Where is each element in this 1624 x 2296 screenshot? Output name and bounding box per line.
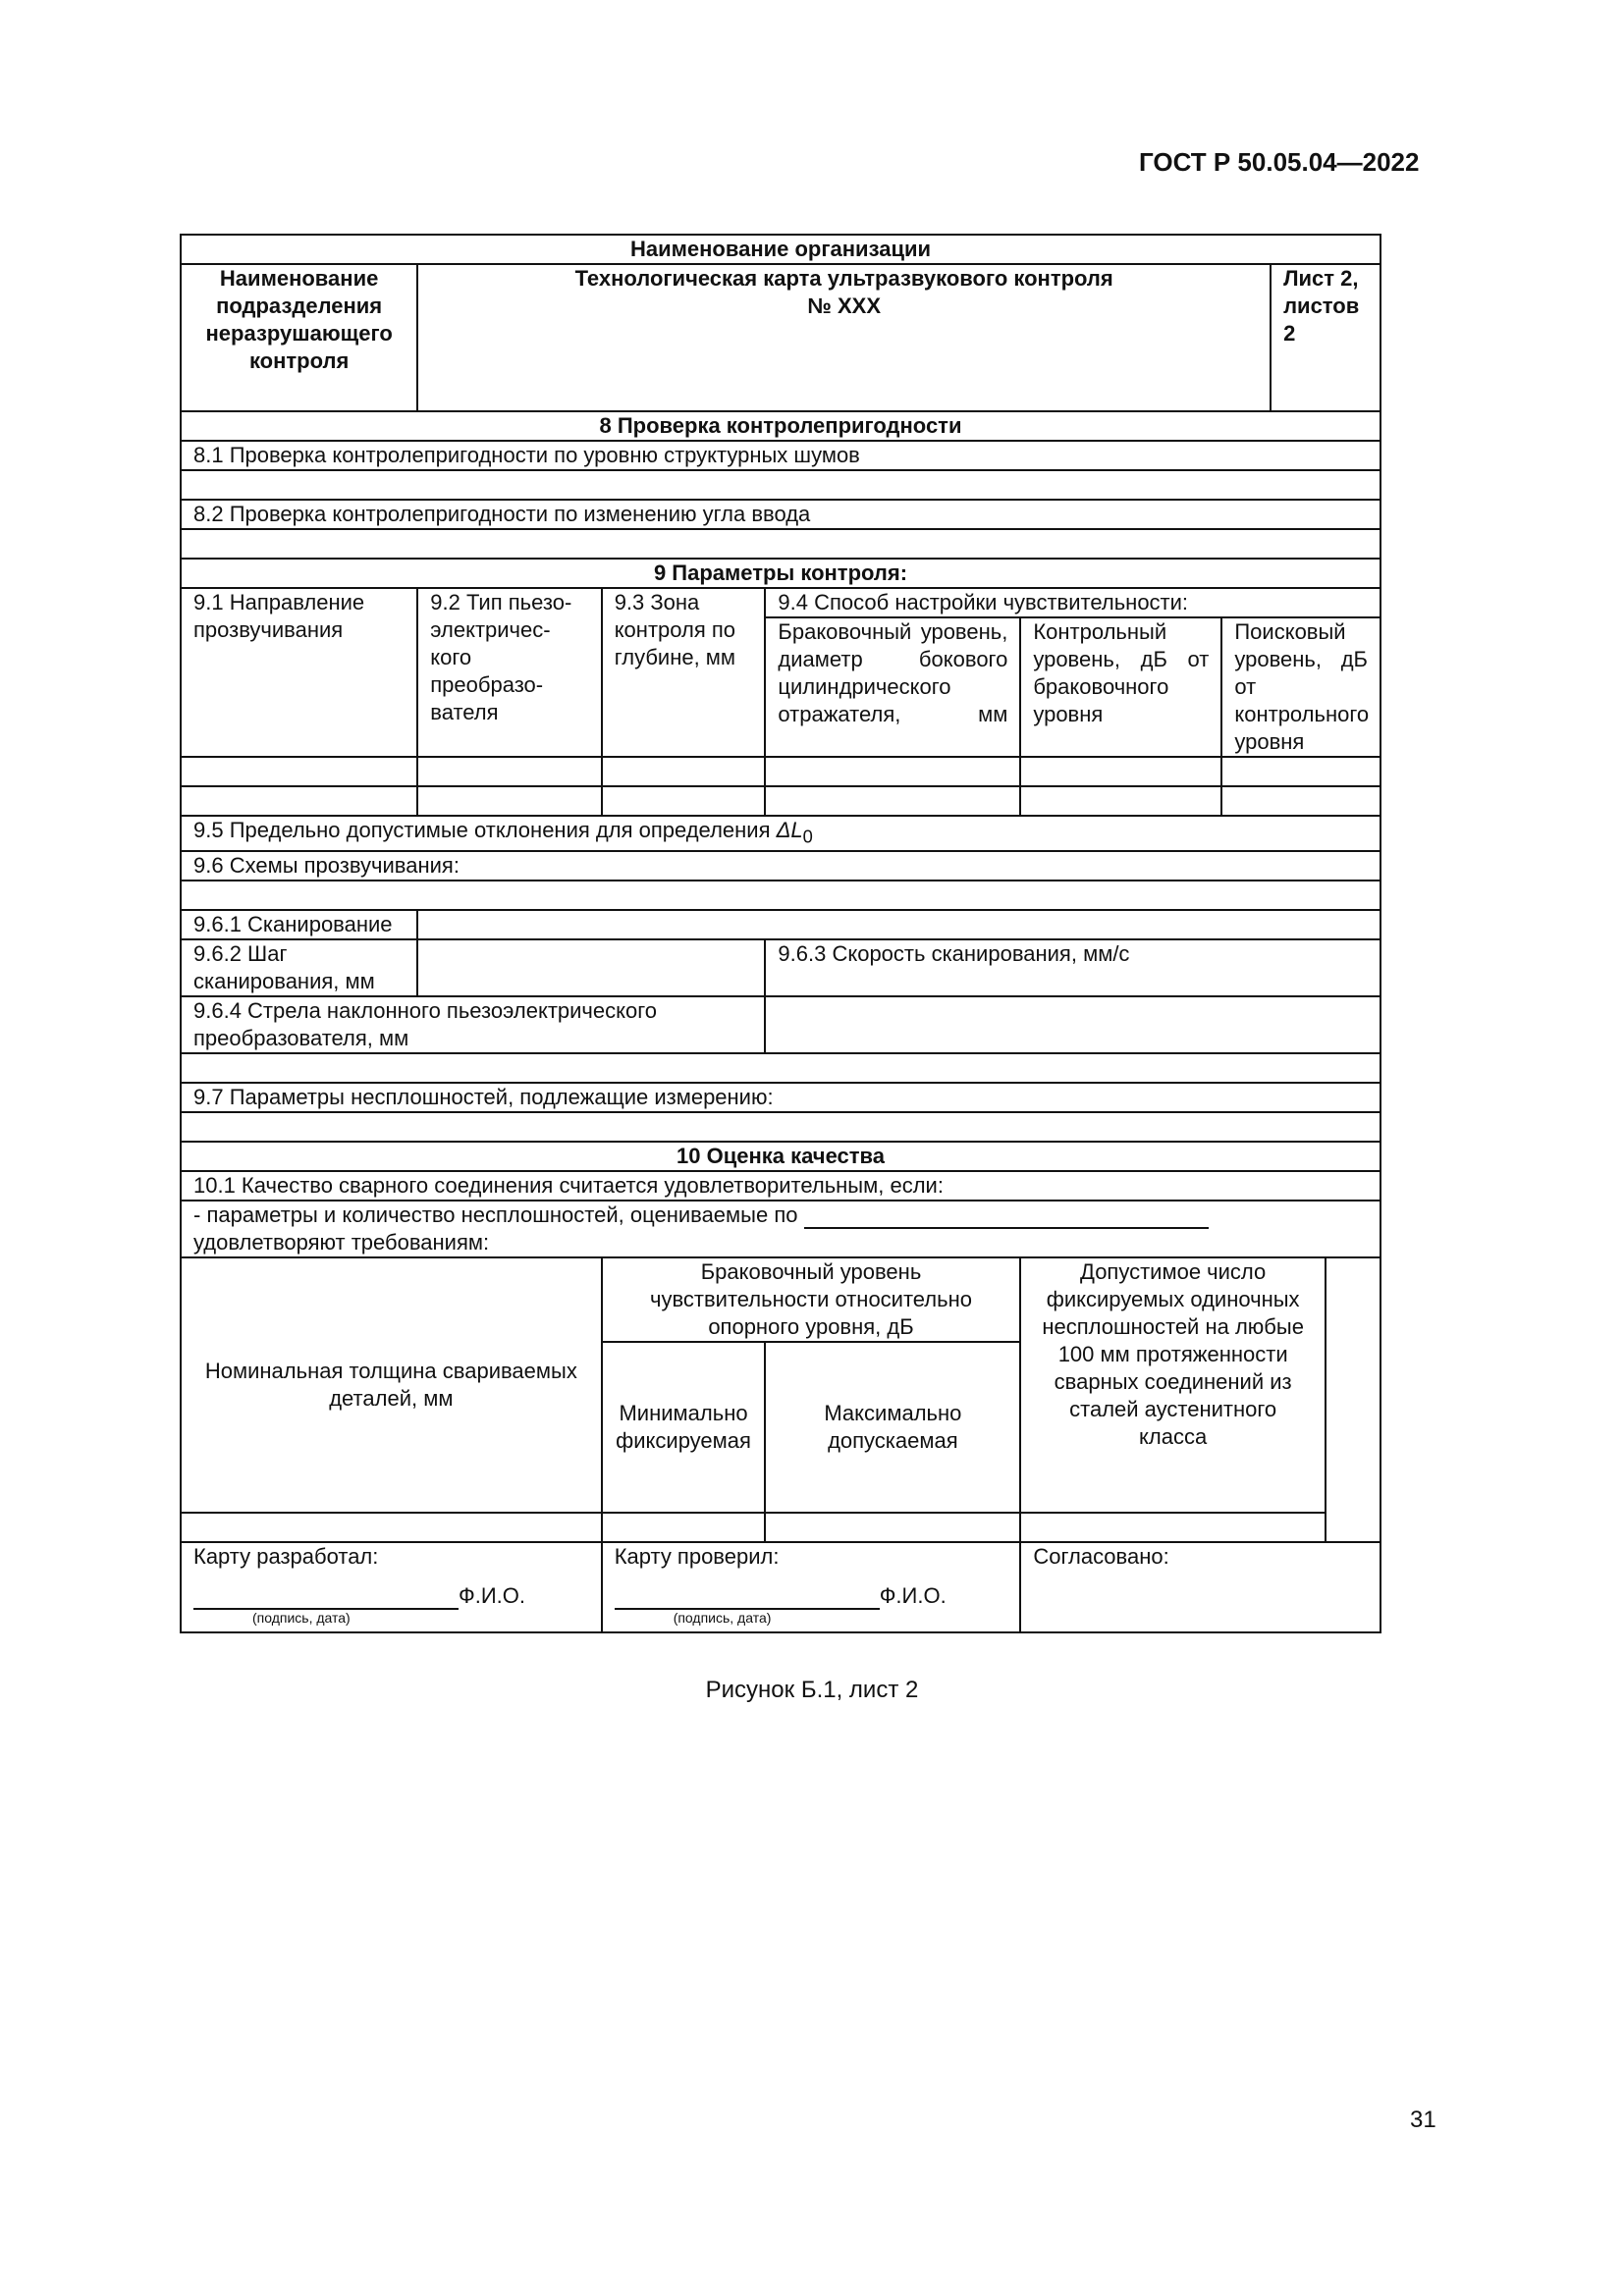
item-9-1: 9.1 Направление прозвучивания [181,588,417,757]
item-10-params-text: - параметры и количество несплошностей, оцениваемые по [193,1202,798,1228]
blank-cell [417,939,765,996]
item-9-6-4: 9.6.4 Стрела наклонного пьезоэлектрического преобразователя, мм [181,996,765,1053]
max-allowed: Максимально допускаемая [765,1342,1020,1513]
item-9-4: 9.4 Способ настройки чувствительности: [765,588,1380,617]
blank-cell [417,757,601,786]
blank-row [181,1112,1380,1142]
item-8-1: 8.1 Проверка контролепригодности по уровню структурных шумов [181,441,1380,470]
page-number: 31 [1410,2107,1436,2133]
item-9-4-reject: Браковочный уровень, диаметр бокового цилиндрического отражателя, мм [765,617,1020,757]
item-9-6: 9.6 Схемы прозвучивания: [181,851,1380,881]
sheet-line2: листов 2 [1283,294,1360,346]
blank-cell [1221,757,1380,786]
blank-row [181,529,1380,559]
sheet-line1: Лист 2, [1283,266,1359,291]
org-name: Наименование организации [181,235,1380,264]
item-9-6-3: 9.6.3 Скорость сканирования, мм/с [765,939,1380,996]
card-title-line2: № ХХХ [807,294,881,318]
blank-cell [602,1513,766,1542]
blank-cell [765,996,1380,1053]
blank-cell [1020,1513,1326,1542]
item-9-6-1: 9.6.1 Сканирование [181,910,417,939]
signature-line-row [193,1571,589,1610]
reject-level-header: Браковочный уровень чувствительности относительно опорного уровня, дБ [602,1257,1021,1342]
blank-cell [765,1513,1020,1542]
blank-cell [602,757,766,786]
blank-cell [765,757,1020,786]
item-9-5-symbol: ΔL [776,818,803,842]
agreed-label: Согласовано: [1020,1542,1380,1632]
min-fixed: Минимально фиксируемая [602,1342,766,1513]
sign-date-label: (подпись, дата) [673,1610,772,1627]
item-9-7: 9.7 Параметры несплошностей, подлежащие измерению: [181,1083,1380,1112]
blank-cell [1020,786,1221,816]
technological-card-table [180,234,1381,1633]
signature-line [615,1586,880,1610]
item-10-params [181,1201,1380,1257]
blank-cell [1020,757,1221,786]
section-8-title: 8 Проверка контролепригодности [181,411,1380,441]
item-9-5-text: 9.5 Предельно допустимые отклонения для определения [193,818,777,842]
blank-cell [181,757,417,786]
document-header: ГОСТ Р 50.05.04—2022 [1139,147,1420,177]
item-9-4-search: Поисковый уровень, дБ от контрольного уровня [1221,617,1380,757]
item-10-params-line2: удовлетворяют требованиям: [193,1230,490,1255]
developed-label: Карту разработал: [181,1542,602,1571]
blank-cell [602,786,766,816]
item-10-1: 10.1 Качество сварного соединения считается удовлетворительным, если: [181,1171,1380,1201]
sheet-info [1271,264,1380,411]
blank-row [181,881,1380,910]
blank-cell [417,786,601,816]
item-8-2: 8.2 Проверка контролепригодности по изменению угла ввода [181,500,1380,529]
section-9-title: 9 Параметры контроля: [181,559,1380,588]
blank-cell [1221,786,1380,816]
blank-row [181,470,1380,500]
developed-signature [181,1571,602,1632]
sign-date-label: (подпись, дата) [252,1610,351,1627]
checked-label: Карту проверил: [602,1542,1021,1571]
signature-line-row [615,1571,1008,1610]
fio-label: Ф.И.О. [879,1583,947,1609]
allowed-count: Допустимое число фиксируемых одиночных несплошностей на любые 100 мм протяженности сварных соединений из сталей аустенитного класса [1020,1257,1326,1513]
card-title [417,264,1271,411]
blank-cell [417,910,1380,939]
division-label: Наименование подразделения неразрушающего контроля [181,264,417,411]
figure-caption: Рисунок Б.1, лист 2 [705,1677,919,1703]
item-10-params-line1 [193,1201,1368,1229]
item-9-5 [181,816,1380,851]
item-9-5-subscript: 0 [802,826,813,847]
blank-cell [765,786,1020,816]
item-9-4-control: Контрольный уровень, дБ от браковочного уровня [1020,617,1221,757]
blank-cell [1326,1257,1380,1542]
fill-in-line [804,1203,1209,1229]
fio-label: Ф.И.О. [459,1583,525,1609]
blank-cell [181,1513,602,1542]
card-title-line1: Технологическая карта ультразвукового контроля [574,266,1113,291]
signature-line [193,1586,459,1610]
item-9-2: 9.2 Тип пьезо-электричес-кого преобразо-вателя [417,588,601,757]
item-9-6-2: 9.6.2 Шаг сканирования, мм [181,939,417,996]
blank-row [181,1053,1380,1083]
nominal-thickness: Номинальная толщина свариваемых деталей, мм [181,1257,602,1513]
section-10-title: 10 Оценка качества [181,1142,1380,1171]
checked-signature [602,1571,1021,1632]
blank-cell [181,786,417,816]
item-9-3: 9.3 Зона контроля по глубине, мм [602,588,766,757]
